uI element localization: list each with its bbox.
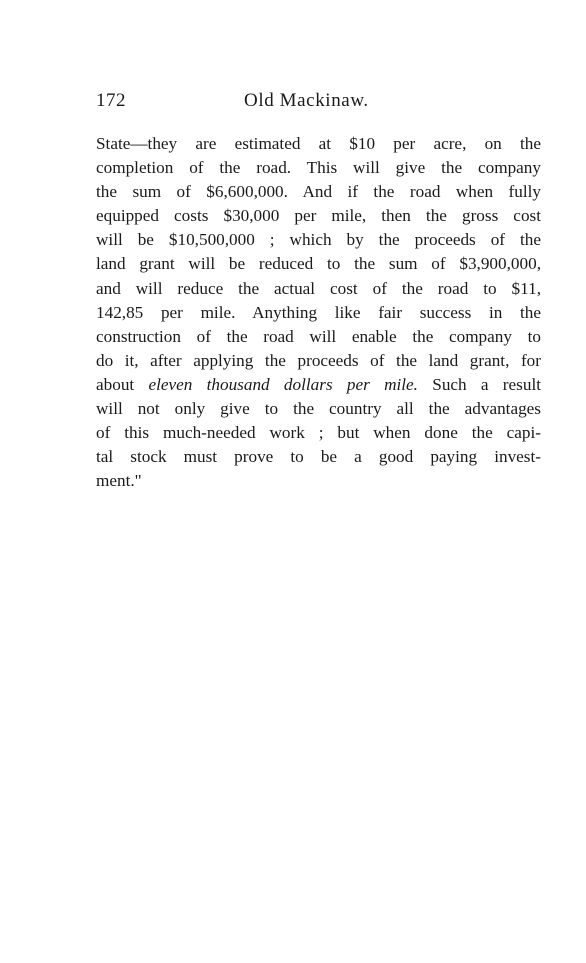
text-line-with-italic [96, 373, 541, 397]
text-segment: about [96, 374, 149, 394]
text-line: will be $10,500,000 ; which by the proceeds of the [96, 230, 541, 250]
text-line: do it, after applying the proceeds of the land grant, for [96, 350, 541, 370]
text-line: tal stock must prove to be a good paying invest- [96, 447, 541, 467]
text-line: State—they are estimated at $10 per acre, on the [96, 134, 541, 153]
text-line: ment." [96, 471, 142, 491]
text-line: the sum of $6,600,000. And if the road when fully [96, 182, 541, 202]
text-line: construction of the road will enable the company to [96, 326, 541, 346]
text-line: and will reduce the actual cost of the road to $11, [96, 278, 541, 298]
page-number: 172 [96, 90, 126, 111]
text-line: of this much-needed work ; but when done the capi- [96, 423, 541, 443]
running-title: Old Mackinaw. [244, 90, 369, 111]
text-line: equipped costs $30,000 per mile, then the gross cost [96, 206, 541, 226]
text-line: completion of the road. This will give the company [96, 158, 541, 178]
text-segment: Such a result [417, 374, 541, 394]
text-line: 142,85 per mile. Anything like fair success in the [96, 302, 541, 322]
text-line: land grant will be reduced to the sum of $3,900,000, [96, 254, 541, 274]
body-paragraph [96, 132, 541, 493]
page-header [96, 90, 542, 116]
text-line: will not only give to the country all the advantages [96, 399, 541, 419]
italic-phrase: eleven thousand dollars per mile. [148, 374, 418, 394]
